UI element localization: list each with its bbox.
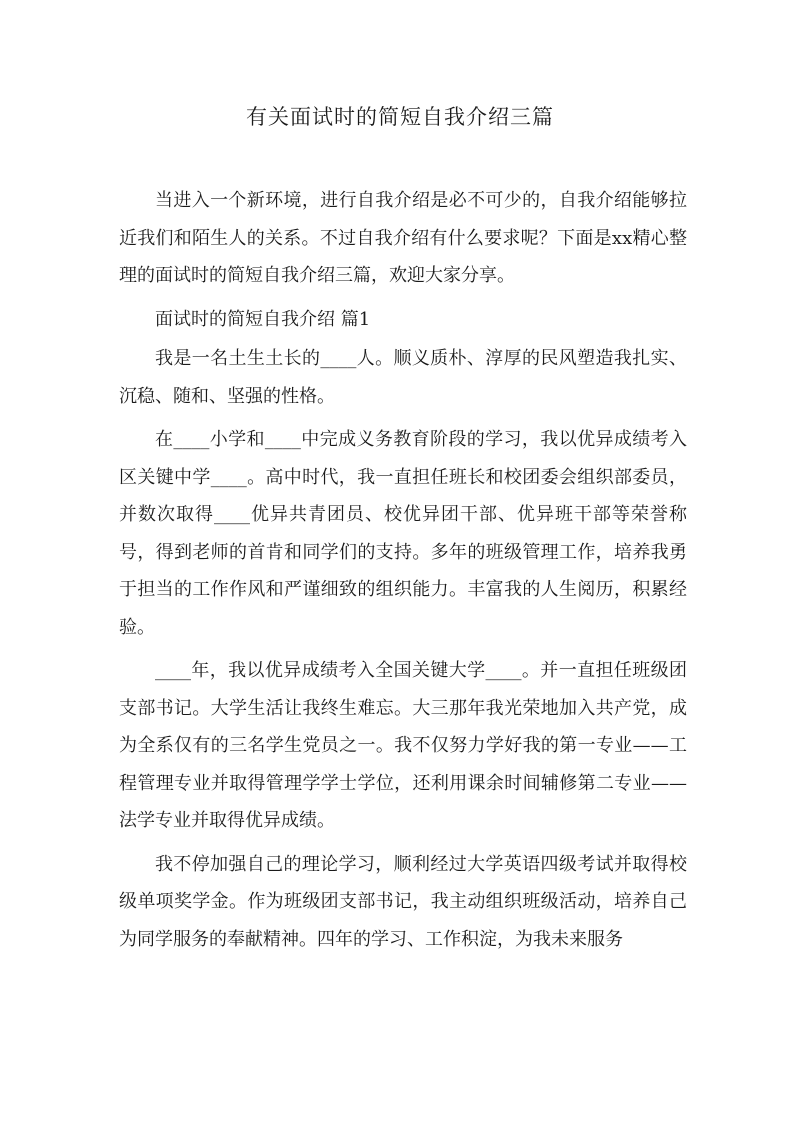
document-title: 有关面试时的简短自我介绍三篇 (246, 105, 554, 129)
intro-paragraph: 当进入一个新环境，进行自我介绍是必不可少的，自我介绍能够拉近我们和陌生人的关系。不过自我介绍有什么要求呢？下面是xx精心整理的面试时的简短自我介绍三篇，欢迎大家分享。 (119, 190, 687, 286)
body-paragraph: 我不停加强自己的理论学习，顺利经过大学英语四级考试并取得校级单项奖学金。作为班级团支部书记，我主动组织班级活动，培养自己为同学服务的奉献精神。四年的学习、工作积淀，为我未来服务 (119, 853, 687, 950)
body-paragraph: ____年，我以优异成绩考入全国关键大学____。并一直担任班级团支部书记。大学生活让我终生难忘。大三那年我光荣地加入共产党，成为全系仅有的三名学生党员之一。我不仅努力学好我的第一专业——工程管理专业并取得管理学学士学位，还利用课余时间辅修第二专业——法学专业并取得优异成绩。 (119, 660, 687, 831)
document-body (119, 182, 687, 964)
body-paragraph: 我是一名土生土长的____人。顺义质朴、淳厚的民风塑造我扎实、沉稳、随和、坚强的性格。 (119, 348, 687, 407)
body-paragraph: 在____小学和____中完成义务教育阶段的学习，我以优异成绩考入区关键中学____。高中时代，我一直担任班长和校团委会组织部委员，并数次取得____优异共青团员、校优异团干部、优异班干部等荣誉称号，得到老师的首肯和同学们的支持。多年的班级管理工作，培养我勇于担当的工作作风和严谨细致的组织能力。丰富我的人生阅历，积累经验。 (119, 429, 687, 638)
section-heading: 面试时的简短自我介绍 篇1 (155, 308, 371, 330)
